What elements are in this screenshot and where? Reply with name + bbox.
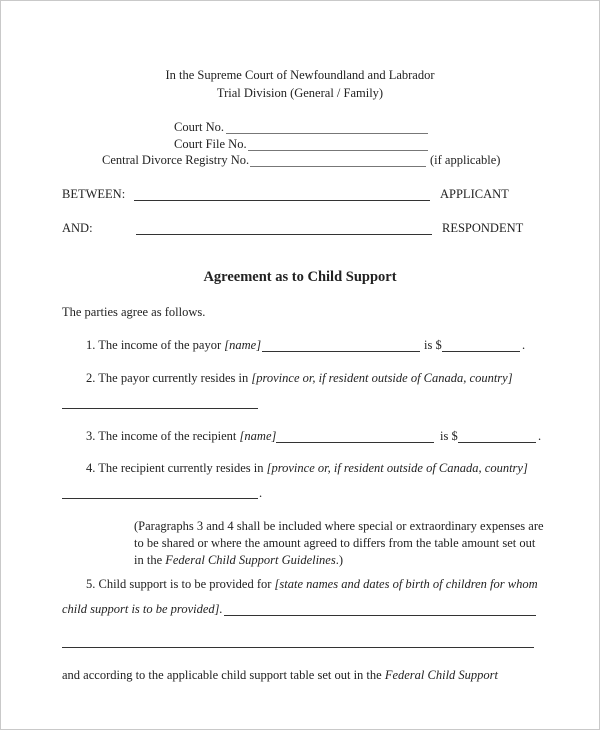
item5-label: 5. Child support is to be provided for	[86, 577, 272, 591]
item3-amount-field[interactable]	[458, 442, 536, 443]
note-line-1: (Paragraphs 3 and 4 shall be included where special or extraordinary expenses are	[134, 519, 544, 533]
item3-amount-label: is $	[440, 429, 458, 443]
item4-location-field[interactable]	[62, 498, 258, 499]
item2-location-field[interactable]	[62, 408, 258, 409]
item4-text	[86, 461, 528, 476]
closing-text	[62, 668, 498, 683]
court-file-no-label: Court File No.	[174, 137, 247, 151]
item1-text	[86, 338, 261, 353]
item2-label: 2. The payor currently resides in	[86, 371, 249, 385]
note-line-3	[134, 553, 343, 568]
item1-amount-field[interactable]	[442, 351, 520, 352]
court-division-line: Trial Division (General / Family)	[216, 86, 384, 100]
registry-no-field[interactable]	[250, 166, 426, 167]
registry-no-label: Central Divorce Registry No.	[102, 153, 250, 167]
between-label: BETWEEN:	[62, 187, 126, 201]
item1-end: .	[522, 338, 526, 352]
item5-children-field-line-2[interactable]	[62, 647, 534, 648]
item1-amount-label: is $	[424, 338, 442, 352]
item4-location-hint: [province or, if resident outside of Canada, country]	[266, 461, 528, 475]
item3-name-hint: [name]	[239, 429, 277, 443]
item3-text	[86, 429, 276, 444]
item5-children-field[interactable]	[224, 615, 536, 616]
registry-note: (if applicable)	[430, 153, 501, 167]
court-no-label: Court No.	[174, 120, 224, 134]
item5-text	[86, 577, 538, 592]
applicant-label: APPLICANT	[440, 187, 509, 201]
and-label: AND:	[62, 221, 93, 235]
item2-text	[86, 371, 513, 386]
item1-name-hint: [name]	[224, 338, 262, 352]
item5-children-hint-line-2: child support is to be provided].	[62, 602, 223, 616]
item3-name-field[interactable]	[276, 442, 434, 443]
court-no-field[interactable]	[226, 133, 428, 134]
item3-label: 3. The income of the recipient	[86, 429, 237, 443]
item1-name-field[interactable]	[262, 351, 420, 352]
note-line-2: to be shared or where the amount agreed to differs from the table amount set out	[134, 536, 536, 550]
applicant-name-field[interactable]	[134, 200, 430, 201]
item4-end: .	[259, 486, 263, 500]
respondent-name-field[interactable]	[136, 234, 432, 235]
court-file-no-field[interactable]	[248, 150, 428, 151]
document-title: Agreement as to Child Support	[203, 269, 397, 285]
note-line-3-suffix: .)	[335, 553, 344, 567]
note-line-3-prefix: in the	[134, 553, 163, 567]
respondent-label: RESPONDENT	[442, 221, 524, 235]
closing-prefix: and according to the applicable child support table set out in the	[62, 668, 382, 682]
item1-label: 1. The income of the payor	[86, 338, 222, 352]
item5-children-hint: [state names and dates of birth of children for whom	[274, 577, 538, 591]
note-guidelines-title: Federal Child Support Guidelines	[165, 553, 336, 567]
court-name-line: In the Supreme Court of Newfoundland and Labrador	[165, 68, 435, 82]
item2-location-hint: [province or, if resident outside of Canada, country]	[251, 371, 513, 385]
item3-end: .	[538, 429, 542, 443]
closing-guidelines-title: Federal Child Support	[384, 668, 499, 682]
intro-text: The parties agree as follows.	[62, 305, 206, 319]
item4-label: 4. The recipient currently resides in	[86, 461, 264, 475]
